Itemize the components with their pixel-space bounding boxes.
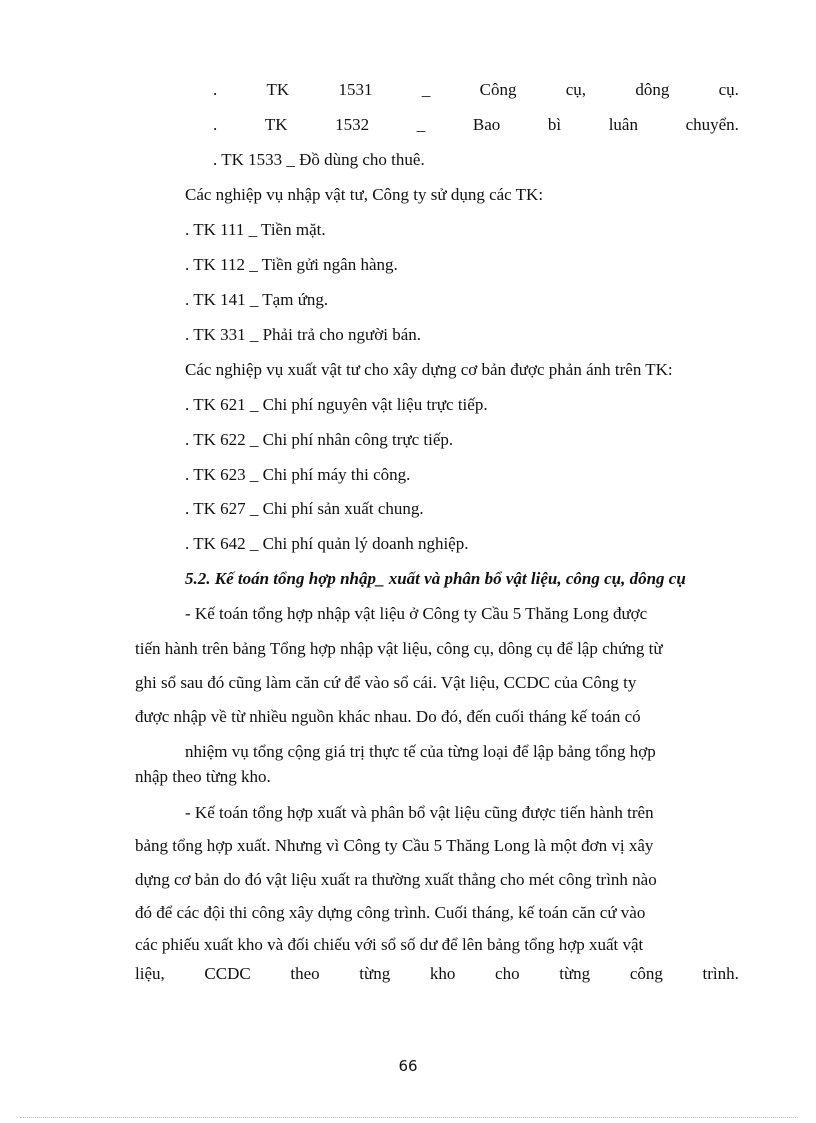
para1-line: được nhập về từ nhiều nguồn khác nhau. Do đó, đến cuối tháng kế toán có (135, 707, 641, 726)
intro-nhap: Các nghiệp vụ nhập vật tư, Công ty sử dụng các TK: (185, 185, 544, 204)
word: liệu, (135, 964, 165, 983)
list-line-tk1531 (213, 79, 739, 101)
para1-line: tiến hành trên bảng Tổng hợp nhập vật liệu, công cụ, dông cụ để lập chứng từ (135, 639, 663, 658)
tk-nhap-item: . TK 141 _ Tạm ứng. (185, 290, 329, 309)
word: 1531 (338, 80, 373, 99)
word: theo (290, 964, 320, 983)
word: kho (429, 964, 456, 983)
word: cho (495, 964, 520, 983)
list-line-tk1532 (213, 114, 739, 136)
word: công (629, 964, 663, 983)
word: bì (547, 115, 562, 134)
list-line-tk1533: . TK 1533 _ Đồ dùng cho thuê. (213, 150, 425, 169)
para2-line: các phiếu xuất kho và đối chiếu với sổ số dư để lên bảng tổng hợp xuất vật (135, 935, 644, 954)
word: dông (635, 80, 670, 99)
intro-xuat: Các nghiệp vụ xuất vật tư cho xây dựng cơ bản được phản ánh trên TK: (185, 360, 673, 379)
word: _ (421, 80, 431, 99)
word: luân (608, 115, 638, 134)
word: . (213, 80, 218, 99)
para2-line: bảng tổng hợp xuất. Nhưng vì Công ty Cầu 5 Thăng Long là một đơn vị xây (135, 836, 654, 855)
word: TK (264, 115, 288, 134)
tk-xuat-item: . TK 622 _ Chi phí nhân công trực tiếp. (185, 430, 454, 449)
word: _ (416, 115, 426, 134)
para1-line: - Kế toán tổng hợp nhập vật liệu ở Công ty Cầu 5 Thăng Long được (185, 604, 648, 623)
word: . (213, 115, 218, 134)
para2-last-line (135, 963, 739, 985)
word: Bao (472, 115, 501, 134)
word: chuyển. (685, 115, 739, 134)
word: TK (266, 80, 290, 99)
word: từng (359, 964, 391, 983)
para2-line: dựng cơ bản do đó vật liệu xuất ra thường xuất thẳng cho mét công trình nào (135, 870, 657, 889)
para1-line: nhiệm vụ tổng cộng giá trị thực tế của từng loại để lập bảng tổng hợp (185, 742, 656, 761)
word: từng (559, 964, 591, 983)
tk-xuat-item: . TK 642 _ Chi phí quản lý doanh nghiệp. (185, 534, 469, 553)
word: trình. (702, 964, 739, 983)
tk-xuat-item: . TK 621 _ Chi phí nguyên vật liệu trực tiếp. (185, 395, 488, 414)
para2-line: đó để các đội thi công xây dựng công trình. Cuối tháng, kế toán căn cứ vào (135, 903, 646, 922)
page-number: 66 (398, 1057, 418, 1075)
para1-line: ghi sổ sau đó cũng làm căn cứ để vào sổ cái. Vật liệu, CCDC của Công ty (135, 673, 637, 692)
tk-xuat-item: . TK 627 _ Chi phí sản xuất chung. (185, 499, 424, 518)
tk-nhap-item: . TK 112 _ Tiền gửi ngân hàng. (185, 255, 398, 274)
tk-nhap-item: . TK 111 _ Tiền mặt. (185, 220, 326, 239)
page-boundary-divider (20, 1117, 796, 1118)
tk-xuat-item: . TK 623 _ Chi phí máy thi công. (185, 465, 411, 484)
word: Công (479, 80, 517, 99)
tk-nhap-item: . TK 331 _ Phải trả cho người bán. (185, 325, 422, 344)
section-heading: 5.2. Kế toán tổng hợp nhập_ xuất và phân bổ vật liệu, công cụ, dông cụ (185, 569, 686, 588)
word: cụ, (565, 80, 587, 99)
word: cụ. (718, 80, 739, 99)
word: CCDC (204, 964, 251, 983)
word: 1532 (335, 115, 370, 134)
para2-line: - Kế toán tổng hợp xuất và phân bổ vật liệu cũng được tiến hành trên (185, 803, 654, 822)
para1-line: nhập theo từng kho. (135, 767, 271, 786)
